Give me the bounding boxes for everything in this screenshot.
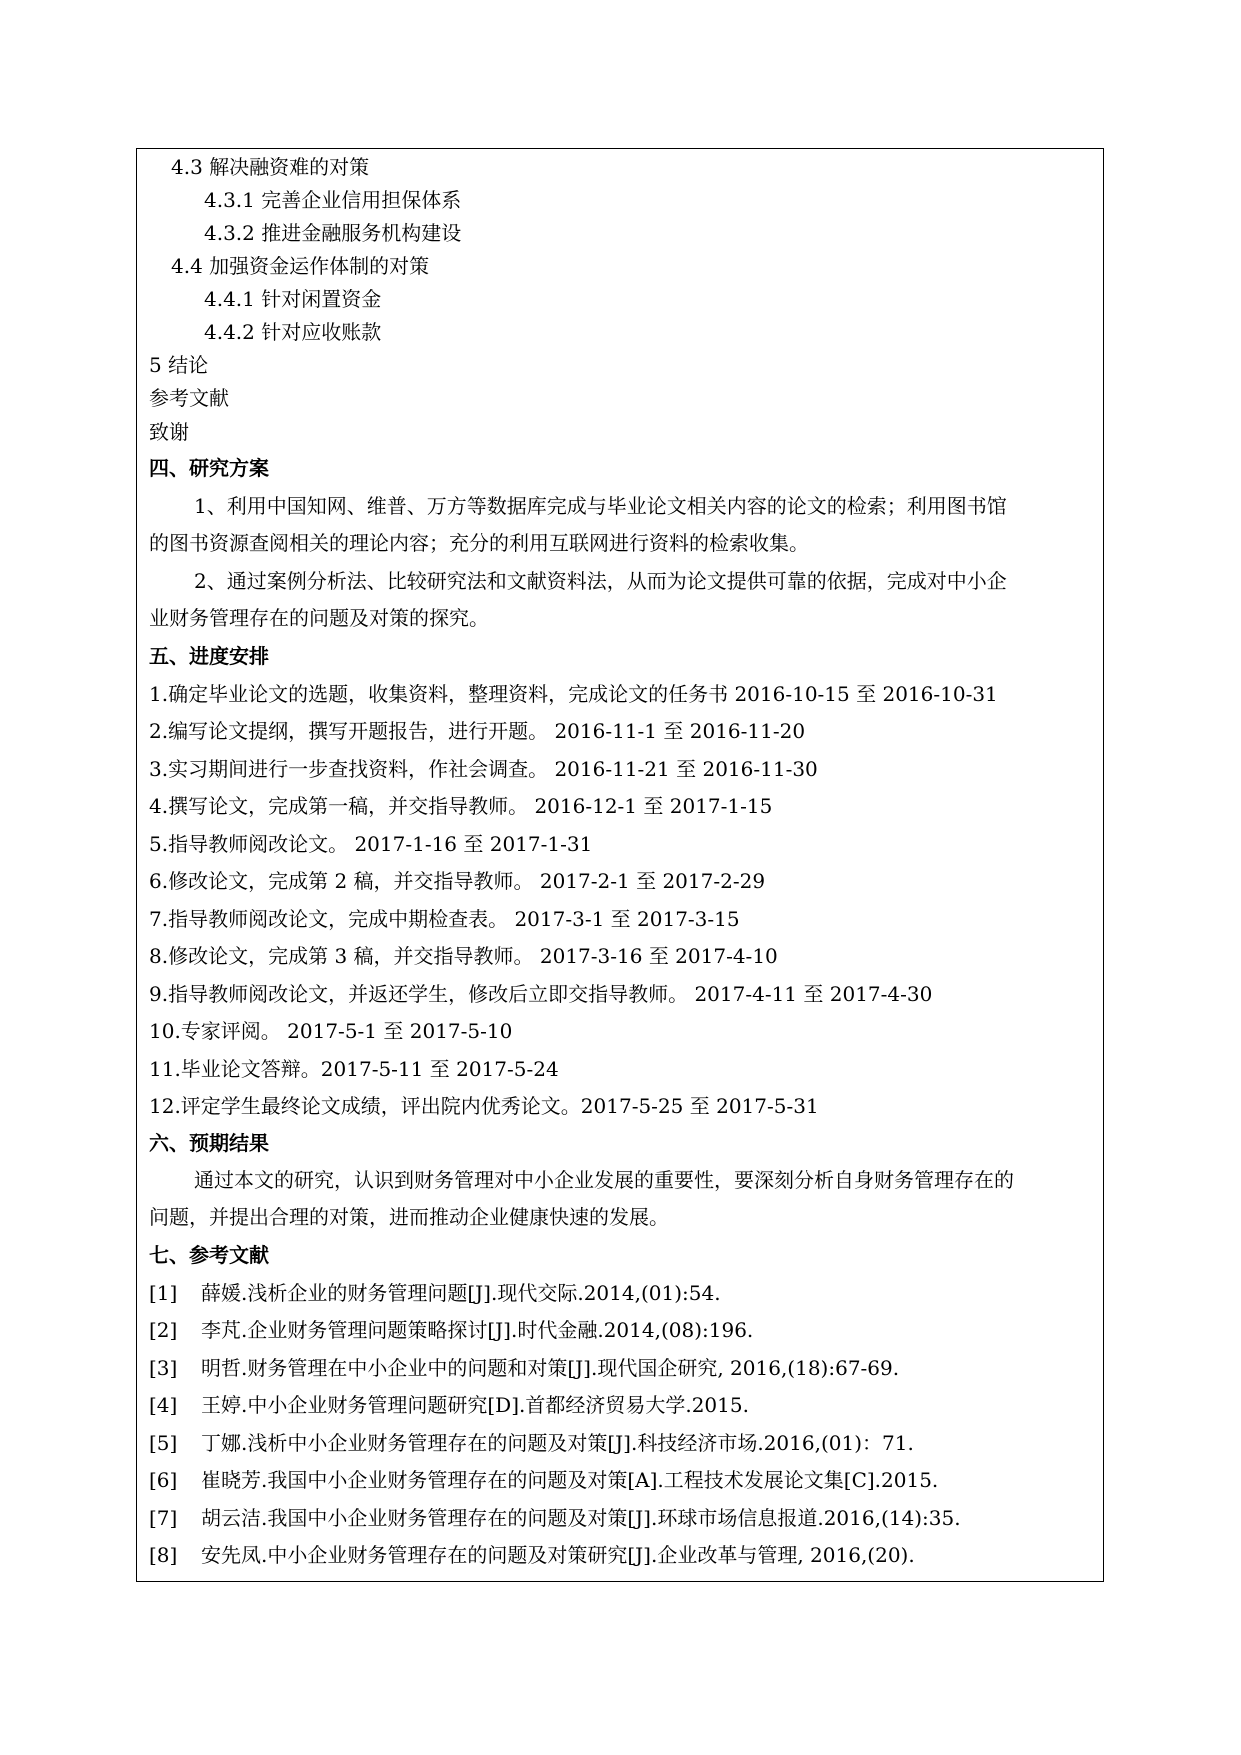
paragraph-line: 的图书资源查阅相关的理论内容；充分的利用互联网进行资料的检索收集。: [149, 531, 809, 555]
reference-number: [6]: [149, 1468, 178, 1492]
reference-item: [149, 1393, 749, 1417]
reference-text: 崔晓芳.我国中小企业财务管理存在的问题及对策[A].工程技术发展论文集[C].2015.: [201, 1468, 939, 1492]
reference-text: 薛媛.浅析企业的财务管理问题[J].现代交际.2014,(01):54.: [201, 1281, 721, 1305]
paragraph-line: 问题，并提出合理的对策，进而推动企业健康快速的发展。: [149, 1205, 669, 1229]
reference-item: [149, 1506, 961, 1530]
schedule-item: 1.确定毕业论文的选题，收集资料，整理资料，完成论文的任务书 2016-10-15 至 2016-10-31: [149, 682, 998, 706]
schedule-item: 2.编写论文提纲，撰写开题报告，进行开题。 2016-11-1 至 2016-11-20: [149, 719, 806, 743]
schedule-item: 10.专家评阅。 2017-5-1 至 2017-5-10: [149, 1019, 513, 1043]
outline-item: 4.3.1 完善企业信用担保体系: [204, 188, 462, 212]
paragraph-line: 业财务管理存在的问题及对策的探究。: [149, 606, 489, 630]
reference-item: [149, 1281, 721, 1305]
reference-number: [4]: [149, 1393, 178, 1417]
outline-item: 4.3 解决融资难的对策: [171, 155, 370, 179]
section-heading-expected-results: 六、预期结果: [149, 1131, 269, 1155]
schedule-item: 11.毕业论文答辩。2017-5-11 至 2017-5-24: [149, 1057, 559, 1081]
reference-text: 安先凤.中小企业财务管理存在的问题及对策研究[J].企业改革与管理, 2016,(20).: [201, 1543, 915, 1567]
schedule-item: 9.指导教师阅改论文，并返还学生，修改后立即交指导教师。 2017-4-11 至 2017-4-30: [149, 982, 933, 1006]
reference-item: [149, 1318, 753, 1342]
paragraph-line: 2、通过案例分析法、比较研究法和文献资料法，从而为论文提供可靠的依据，完成对中小企: [194, 569, 1007, 593]
schedule-item: 12.评定学生最终论文成绩，评出院内优秀论文。2017-5-25 至 2017-5-31: [149, 1094, 819, 1118]
section-heading-references: 七、参考文献: [149, 1243, 269, 1267]
reference-item: [149, 1468, 938, 1492]
outline-item: 5 结论: [149, 353, 209, 377]
reference-number: [2]: [149, 1318, 178, 1342]
reference-text: 丁娜.浅析中小企业财务管理存在的问题及对策[J].科技经济市场.2016,(01)：71.: [201, 1431, 914, 1455]
outline-item: 参考文献: [149, 386, 229, 410]
reference-number: [1]: [149, 1281, 178, 1305]
outline-item: 4.4.1 针对闲置资金: [204, 287, 382, 311]
schedule-item: 5.指导教师阅改论文。 2017-1-16 至 2017-1-31: [149, 832, 593, 856]
outline-item: 4.4.2 针对应收账款: [204, 320, 382, 344]
outline-item: 致谢: [149, 420, 189, 444]
paragraph-line: 1、利用中国知网、维普、万方等数据库完成与毕业论文相关内容的论文的检索；利用图书馆: [194, 494, 1007, 518]
schedule-item: 7.指导教师阅改论文，完成中期检查表。 2017-3-1 至 2017-3-15: [149, 907, 740, 931]
reference-item: [149, 1543, 915, 1567]
section-heading-schedule: 五、进度安排: [149, 644, 269, 668]
reference-item: [149, 1431, 914, 1455]
reference-number: [8]: [149, 1543, 178, 1567]
schedule-item: 6.修改论文，完成第 2 稿，并交指导教师。 2017-2-1 至 2017-2-29: [149, 869, 766, 893]
section-heading-research-plan: 四、研究方案: [149, 456, 269, 480]
schedule-item: 8.修改论文，完成第 3 稿，并交指导教师。 2017-3-16 至 2017-4-10: [149, 944, 778, 968]
outline-item: 4.4 加强资金运作体制的对策: [171, 254, 430, 278]
reference-text: 胡云洁.我国中小企业财务管理存在的问题及对策[J].环球市场信息报道.2016,(14):35.: [201, 1506, 961, 1530]
outline-item: 4.3.2 推进金融服务机构建设: [204, 221, 462, 245]
reference-text: 李芃.企业财务管理问题策略探讨[J].时代金融.2014,(08):196.: [201, 1318, 754, 1342]
reference-text: 明哲.财务管理在中小企业中的问题和对策[J].现代国企研究, 2016,(18):67-69.: [201, 1356, 900, 1380]
schedule-item: 3.实习期间进行一步查找资料，作社会调查。 2016-11-21 至 2016-11-30: [149, 757, 818, 781]
paragraph-line: 通过本文的研究，认识到财务管理对中小企业发展的重要性，要深刻分析自身财务管理存在的: [194, 1168, 1014, 1192]
reference-number: [3]: [149, 1356, 178, 1380]
schedule-item: 4.撰写论文，完成第一稿，并交指导教师。 2016-12-1 至 2017-1-15: [149, 794, 773, 818]
reference-number: [5]: [149, 1431, 178, 1455]
reference-text: 王婷.中小企业财务管理问题研究[D].首都经济贸易大学.2015.: [201, 1393, 749, 1417]
reference-item: [149, 1356, 899, 1380]
reference-number: [7]: [149, 1506, 178, 1530]
